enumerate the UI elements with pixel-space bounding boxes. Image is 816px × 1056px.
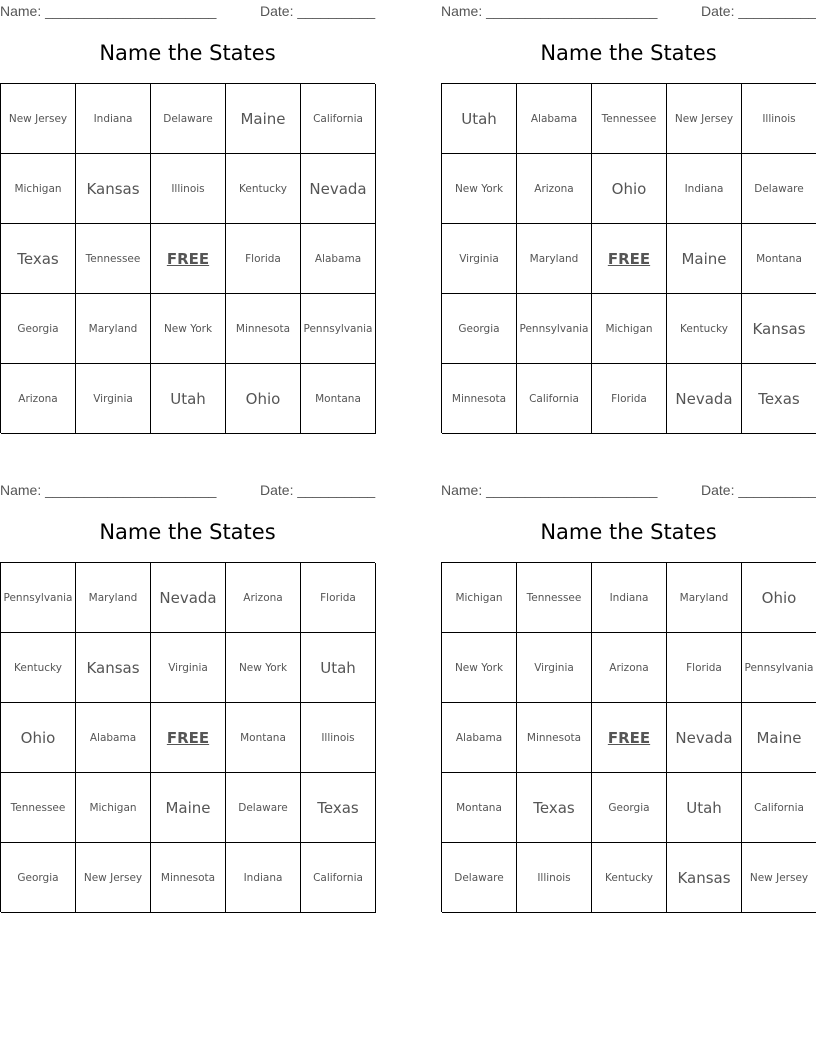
date-field-label: Date: __________ (260, 482, 376, 498)
state-cell: Maryland (76, 563, 151, 633)
state-cell: Ohio (742, 563, 816, 633)
state-cell: New York (442, 154, 517, 224)
state-cell: Minnesota (151, 843, 226, 913)
state-cell: Indiana (592, 563, 667, 633)
state-cell: Utah (151, 364, 226, 434)
state-cell: Ohio (592, 154, 667, 224)
state-cell: Michigan (592, 294, 667, 364)
state-cell: Maine (742, 703, 816, 773)
state-cell: Florida (226, 224, 301, 294)
state-cell: New Jersey (667, 84, 742, 154)
state-cell: Illinois (301, 703, 376, 773)
state-cell: California (517, 364, 592, 434)
state-cell: Ohio (226, 364, 301, 434)
state-cell: Michigan (1, 154, 76, 224)
state-cell: Montana (742, 224, 816, 294)
date-field-label: Date: __________ (701, 482, 816, 498)
state-cell: Alabama (76, 703, 151, 773)
free-space-cell: FREE (592, 224, 667, 294)
state-cell: Georgia (1, 294, 76, 364)
state-cell: Delaware (226, 773, 301, 843)
state-cell: Florida (301, 563, 376, 633)
bingo-grid (441, 562, 816, 912)
bingo-grid (441, 83, 816, 433)
state-cell: Montana (226, 703, 301, 773)
state-cell: Maine (151, 773, 226, 843)
state-cell: Delaware (442, 843, 517, 913)
state-cell: Alabama (301, 224, 376, 294)
state-cell: Indiana (226, 843, 301, 913)
state-cell: Pennsylvania (1, 563, 76, 633)
card-title: Name the States (99, 41, 276, 65)
state-cell: New York (442, 633, 517, 703)
name-field-label: Name: ______________________ (0, 482, 217, 498)
state-cell: Alabama (442, 703, 517, 773)
bingo-grid (0, 562, 375, 912)
state-cell: New York (151, 294, 226, 364)
name-date-row (441, 482, 816, 500)
state-cell: Indiana (667, 154, 742, 224)
state-cell: Maryland (76, 294, 151, 364)
state-cell: Maryland (667, 563, 742, 633)
state-cell: Tennessee (76, 224, 151, 294)
state-cell: Tennessee (1, 773, 76, 843)
state-cell: Kentucky (592, 843, 667, 913)
state-cell: Illinois (517, 843, 592, 913)
state-cell: New York (226, 633, 301, 703)
state-cell: Utah (301, 633, 376, 703)
state-cell: Maryland (517, 224, 592, 294)
state-cell: Delaware (151, 84, 226, 154)
state-cell: California (301, 843, 376, 913)
state-cell: Alabama (517, 84, 592, 154)
state-cell: California (742, 773, 816, 843)
state-cell: Minnesota (442, 364, 517, 434)
state-cell: Texas (517, 773, 592, 843)
state-cell: California (301, 84, 376, 154)
state-cell: Florida (592, 364, 667, 434)
state-cell: Ohio (1, 703, 76, 773)
card-title: Name the States (99, 520, 276, 544)
free-space-cell: FREE (592, 703, 667, 773)
state-cell: Kansas (76, 633, 151, 703)
state-cell: Georgia (1, 843, 76, 913)
state-cell: Virginia (76, 364, 151, 434)
state-cell: Minnesota (517, 703, 592, 773)
state-cell: Florida (667, 633, 742, 703)
state-cell: Kansas (76, 154, 151, 224)
name-field-label: Name: ______________________ (0, 3, 217, 19)
state-cell: Texas (301, 773, 376, 843)
state-cell: Maine (226, 84, 301, 154)
state-cell: Michigan (442, 563, 517, 633)
state-cell: Kentucky (226, 154, 301, 224)
date-field-label: Date: __________ (701, 3, 816, 19)
state-cell: Arizona (592, 633, 667, 703)
date-field-label: Date: __________ (260, 3, 376, 19)
state-cell: Nevada (151, 563, 226, 633)
state-cell: Georgia (442, 294, 517, 364)
state-cell: Indiana (76, 84, 151, 154)
state-cell: Arizona (226, 563, 301, 633)
name-date-row (0, 3, 375, 21)
state-cell: Pennsylvania (517, 294, 592, 364)
state-cell: Delaware (742, 154, 816, 224)
state-cell: Nevada (667, 703, 742, 773)
state-cell: Pennsylvania (742, 633, 816, 703)
state-cell: Minnesota (226, 294, 301, 364)
card-title: Name the States (540, 41, 717, 65)
state-cell: Tennessee (517, 563, 592, 633)
state-cell: Michigan (76, 773, 151, 843)
state-cell: Kansas (667, 843, 742, 913)
free-space-cell: FREE (151, 703, 226, 773)
state-cell: New Jersey (742, 843, 816, 913)
card-title: Name the States (540, 520, 717, 544)
name-field-label: Name: ______________________ (441, 482, 658, 498)
state-cell: Illinois (742, 84, 816, 154)
bingo-grid (0, 83, 375, 433)
free-space-cell: FREE (151, 224, 226, 294)
state-cell: Virginia (517, 633, 592, 703)
name-date-row (0, 482, 375, 500)
state-cell: Virginia (442, 224, 517, 294)
state-cell: Kentucky (1, 633, 76, 703)
state-cell: Utah (667, 773, 742, 843)
state-cell: Utah (442, 84, 517, 154)
state-cell: Texas (742, 364, 816, 434)
state-cell: Kansas (742, 294, 816, 364)
state-cell: Pennsylvania (301, 294, 376, 364)
state-cell: Kentucky (667, 294, 742, 364)
state-cell: New Jersey (76, 843, 151, 913)
state-cell: Virginia (151, 633, 226, 703)
state-cell: Montana (442, 773, 517, 843)
state-cell: Arizona (517, 154, 592, 224)
state-cell: Nevada (301, 154, 376, 224)
state-cell: Tennessee (592, 84, 667, 154)
state-cell: Georgia (592, 773, 667, 843)
state-cell: Maine (667, 224, 742, 294)
state-cell: Arizona (1, 364, 76, 434)
state-cell: Texas (1, 224, 76, 294)
state-cell: Montana (301, 364, 376, 434)
name-field-label: Name: ______________________ (441, 3, 658, 19)
name-date-row (441, 3, 816, 21)
state-cell: Nevada (667, 364, 742, 434)
state-cell: New Jersey (1, 84, 76, 154)
state-cell: Illinois (151, 154, 226, 224)
